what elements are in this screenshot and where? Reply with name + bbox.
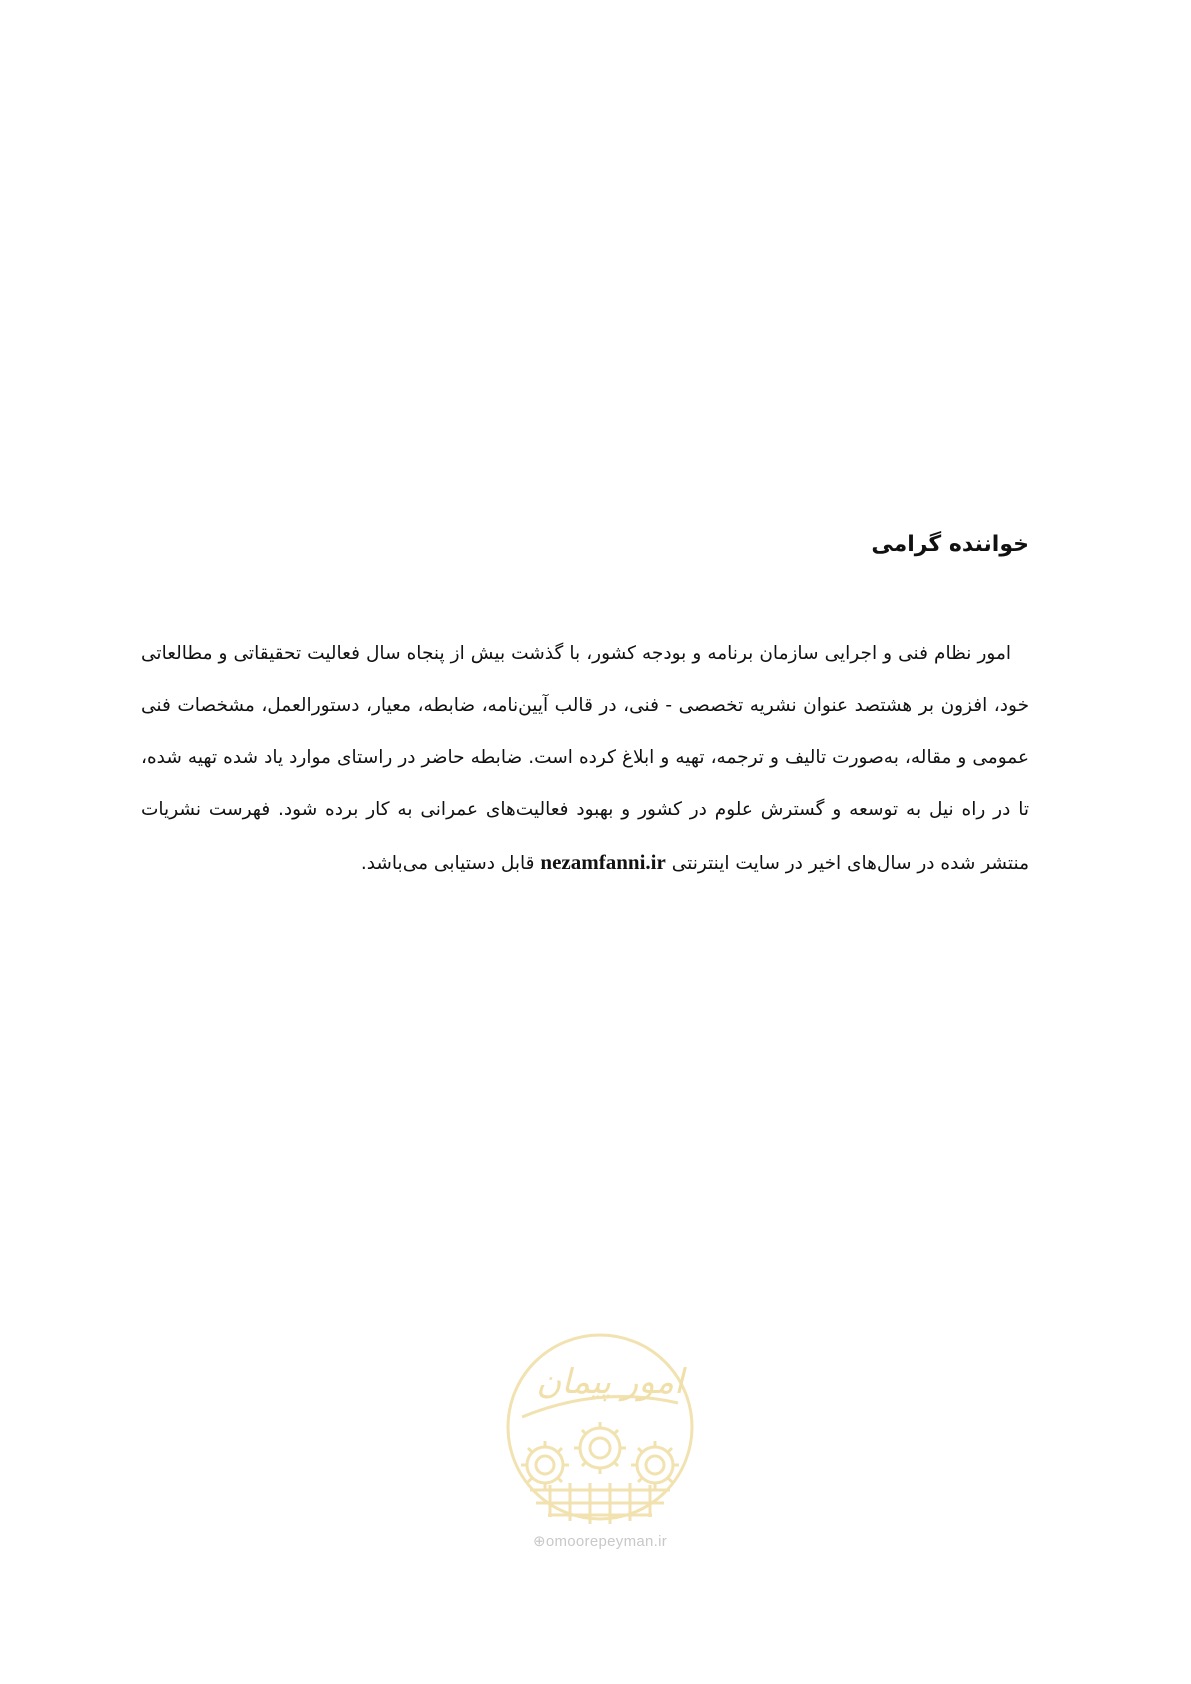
page-heading: خواننده گرامی bbox=[871, 532, 1029, 557]
body-paragraph bbox=[141, 628, 1029, 890]
watermark-emblem-icon bbox=[500, 1325, 700, 1530]
website-name: nezamfanni.ir bbox=[540, 850, 666, 874]
watermark-caption bbox=[500, 1532, 700, 1550]
watermark-caption-text: omoorepeyman.ir bbox=[545, 1533, 668, 1550]
paragraph-text-start: امور نظام فنی و اجرایی سازمان برنامه و بودجه کشور، با گذشت بیش از پنجاه سال فعالیت تحقیقاتی و مطالعاتی خود، افزون بر هشتصد عنوان نشریه تخصصی - فنی، در قالب آیین‌نامه، ضابطه، معیار، دستورالعمل، مشخصات فنی عمومی و مقاله، به‌صورت تالیف و ترجمه، تهیه و ابلاغ کرده است. ضابطه حاضر در راستای موارد یاد شده تهیه شده، تا در راه نیل به توسعه و گسترش علوم در کشور و بهبود فعالیت‌های عمرانی به کار برده شود. فهرست نشریات منتشر شده در سال‌های اخیر در سایت اینترنتی bbox=[141, 643, 1029, 874]
paragraph-text-end: قابل دستیابی می‌باشد. bbox=[360, 853, 535, 874]
watermark-logo-text: امور پیمان bbox=[536, 1362, 684, 1402]
watermark-logo bbox=[500, 1325, 700, 1560]
globe-icon: ⊕ bbox=[532, 1533, 546, 1550]
